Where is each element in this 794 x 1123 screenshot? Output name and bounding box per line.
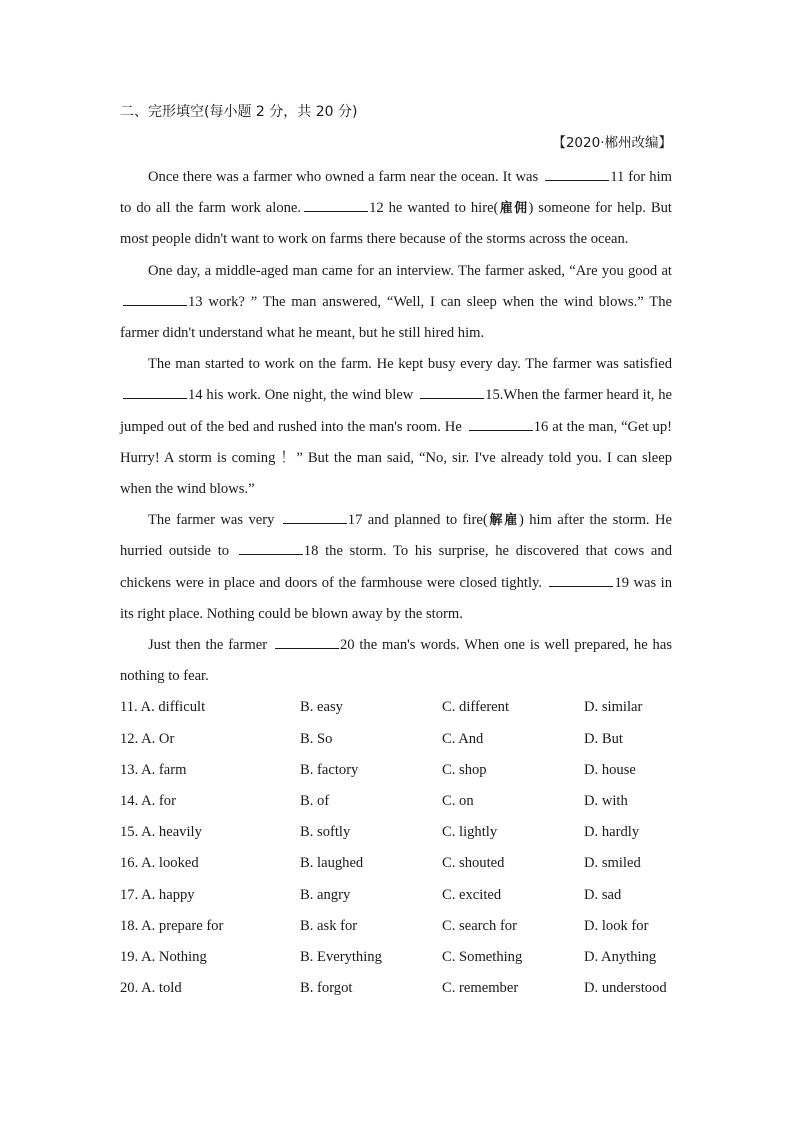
blank-number: 15 <box>485 387 500 404</box>
paragraph-2: One day, a middle-aged man came for an interview. The farmer asked, “Are you good at 13 work? ” The man answered, “Well, I can sleep when the wind blows.” The farmer didn't understand what he meant, but he still hired him. <box>120 262 672 342</box>
option-c: C. lightly <box>442 824 498 841</box>
blank-line <box>275 634 339 649</box>
section-title: 二、完形填空(每小题 2 分，共 20 分) <box>120 104 358 120</box>
option-d: D. smiled <box>584 855 641 872</box>
option-a: 15. A. heavily <box>120 824 202 841</box>
option-b: B. ask for <box>300 917 358 934</box>
option-c: C. different <box>442 699 510 716</box>
option-b: B. laughed <box>300 855 364 872</box>
blank-line <box>283 509 347 524</box>
option-b: B. angry <box>300 886 351 903</box>
option-row <box>120 755 672 786</box>
blank-number: 18 <box>303 543 319 560</box>
gloss: 解雇 <box>487 513 519 529</box>
option-b: B. Everything <box>300 948 382 965</box>
source-note: 【2020·郴州改编】 <box>552 135 672 151</box>
paragraph-1: Once there was a farmer who owned a farm near the ocean. It was 11 for him to do all the farm work alone. 12 he wanted to hire(雇佣) someone for help. But most people didn't want to work on farms there because of the storms across the ocean. <box>120 162 672 256</box>
blank-line <box>123 384 187 399</box>
option-d: D. sad <box>584 886 622 903</box>
option-d: D. house <box>584 761 636 778</box>
blank-line <box>123 291 187 306</box>
blank-number: 20 <box>339 637 355 654</box>
option-d: D. hardly <box>584 824 640 841</box>
option-row <box>120 848 672 879</box>
option-a: 19. A. Nothing <box>120 948 207 965</box>
option-a: 14. A. for <box>120 793 176 810</box>
paragraph-3: The man started to work on the farm. He kept busy every day. The farmer was satisfied 14 his work. One night, the wind blew 15.When the farmer heard it, he jumped out of the bed and rushed into the man's room. He 16 at the man, “Get up! Hurry! A storm is coming ！” But the man said, “No, sir. I've already told you. I can sleep when the wind blows.” <box>120 356 672 498</box>
blank-line <box>469 416 533 431</box>
option-d: D. understood <box>584 980 667 997</box>
option-a: 16. A. looked <box>120 855 199 872</box>
option-row <box>120 942 672 973</box>
option-b: B. softly <box>300 824 351 841</box>
option-a: 13. A. farm <box>120 761 187 778</box>
paragraph-4: The farmer was very 17 and planned to fire(解雇) him after the storm. He hurried outside to 18 the storm. To his surprise, he discovered that cows and chickens were in place and doors of the farmhouse were closed tightly. 19 was in its right place. Nothing could be blown away by the storm. <box>120 505 672 630</box>
blank-line <box>304 197 368 212</box>
option-a: 18. A. prepare for <box>120 917 224 934</box>
option-row <box>120 911 672 942</box>
blank-number: 16 <box>533 418 549 435</box>
exam-page <box>120 100 672 1004</box>
option-c: C. And <box>442 730 484 747</box>
option-c: C. on <box>442 793 474 810</box>
blank-line <box>545 166 609 181</box>
option-c: C. remember <box>442 980 519 997</box>
option-b: B. forgot <box>300 980 353 997</box>
option-row <box>120 786 672 817</box>
option-a: 17. A. happy <box>120 886 195 903</box>
gloss: 雇佣 <box>498 201 529 217</box>
option-a: 12. A. Or <box>120 730 175 747</box>
option-row <box>120 817 672 848</box>
option-a: 20. A. told <box>120 980 182 997</box>
blank-number: 12 <box>369 200 384 217</box>
option-row <box>120 724 672 755</box>
blank-line <box>549 572 613 587</box>
option-row <box>120 880 672 911</box>
blank-number: 11 <box>610 169 625 185</box>
option-a: 11. A. difficult <box>120 699 206 716</box>
option-b: B. of <box>300 793 330 810</box>
option-d: D. with <box>584 793 628 810</box>
option-c: C. search for <box>442 917 517 934</box>
option-c: C. shop <box>442 761 487 778</box>
option-c: C. shouted <box>442 855 505 872</box>
blank-number: 13 <box>188 293 203 310</box>
option-row <box>120 973 672 1004</box>
option-c: C. Something <box>442 948 523 965</box>
blank-number: 14 <box>188 387 203 404</box>
passage <box>120 162 672 692</box>
option-b: B. easy <box>300 699 343 716</box>
blank-number: 19 <box>614 574 630 591</box>
paragraph-5: Just then the farmer 20 the man's words. When one is well prepared, he has nothing to fear. <box>120 630 672 692</box>
option-d: D. look for <box>584 917 649 934</box>
option-d: D. Anything <box>584 948 657 965</box>
option-c: C. excited <box>442 886 502 903</box>
option-b: B. So <box>300 730 333 747</box>
blank-number: 17 <box>347 512 363 529</box>
option-d: D. But <box>584 730 623 747</box>
option-b: B. factory <box>300 761 359 778</box>
blank-line <box>239 540 303 555</box>
blank-line <box>420 384 484 399</box>
option-row <box>120 692 672 723</box>
answer-options <box>120 692 672 1004</box>
option-d: D. similar <box>584 699 643 716</box>
